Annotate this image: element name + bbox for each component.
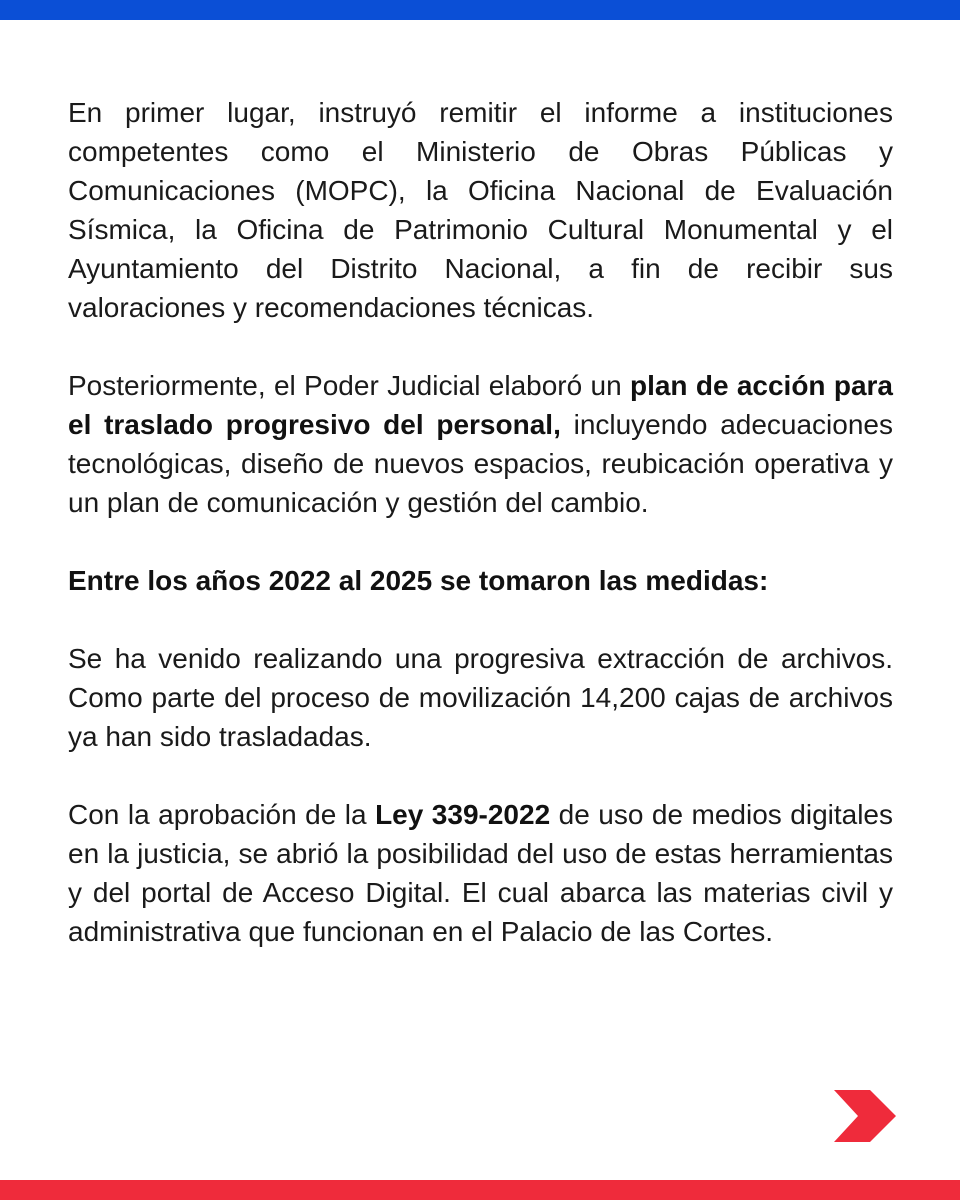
bottom-accent-bar (0, 1180, 960, 1200)
document-body (68, 93, 893, 990)
paragraph-plan-start: Posteriormente, el Poder Judicial elaboró un (68, 370, 630, 401)
paragraph-informe-text: En primer lugar, instruyó remitir el informe a instituciones competentes como el Ministerio de Obras Públicas y Comunicaciones (MOPC), la Oficina Nacional de Evaluación Sísmica, la Oficina de Patrimonio Cultural Monumental y el Ayuntamiento del Distrito Nacional, a fin de recibir sus valoraciones y recomendaciones técnicas. (68, 97, 893, 323)
paragraph-archivos (68, 639, 893, 756)
measures-heading (68, 561, 893, 600)
paragraph-archivos-text: Se ha venido realizando una progresiva extracción de archivos. Como parte del proceso de movilización 14,200 cajas de archivos ya han sido trasladadas. (68, 643, 893, 752)
paragraph-plan-accion (68, 366, 893, 522)
paragraph-ley (68, 795, 893, 951)
chevron-right-icon (834, 1090, 896, 1142)
paragraph-ley-bold: Ley 339-2022 (375, 799, 551, 830)
paragraph-plan-end: incluyendo adecuaciones tecnológicas, diseño de nuevos espacios, reubicación operativa y un plan de comunicación y gestión del cambio. (68, 409, 893, 518)
measures-heading-text: Entre los años 2022 al 2025 se tomaron las medidas: (68, 565, 769, 596)
top-accent-bar (0, 0, 960, 20)
paragraph-informe (68, 93, 893, 327)
paragraph-ley-start: Con la aprobación de la (68, 799, 376, 830)
paragraph-plan-bold: plan de acción para el traslado progresivo del personal, (68, 370, 893, 440)
paragraph-ley-end: de uso de medios digitales en la justicia, se abrió la posibilidad del uso de estas herramientas y del portal de Acceso Digital. El cual abarca las materias civil y administrativa que funcionan en el Palacio de las Cortes. (68, 799, 894, 947)
next-slide-button[interactable] (834, 1090, 896, 1142)
